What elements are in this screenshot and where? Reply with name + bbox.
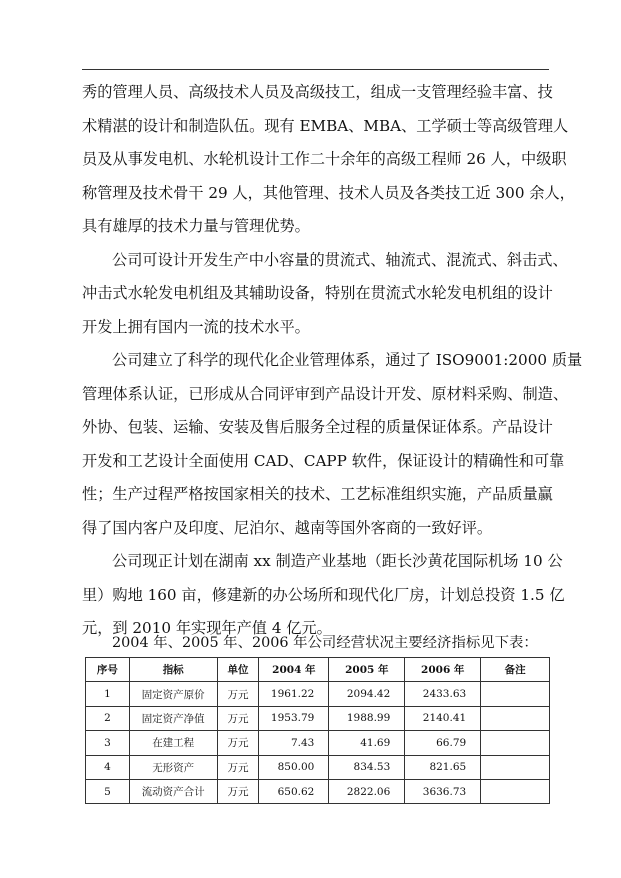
table-row <box>86 682 550 706</box>
table-cell <box>481 706 550 730</box>
table-cell: 5 <box>86 779 130 803</box>
text-line: 冲击式水轮发电机组及其辅助设备，特别在贯流式水轮发电机组的设计 <box>82 284 553 302</box>
text-line: 具有雄厚的技术力量与管理优势。 <box>82 217 310 235</box>
table-cell: 固定资产原价 <box>129 682 217 706</box>
text-line: 性；生产过程严格按国家相关的技术、工艺标准组织实施，产品质量赢 <box>82 485 553 503</box>
header-cell: 2006 年 <box>405 658 481 682</box>
table-cell: 2433.63 <box>405 682 481 706</box>
text-line: 公司可设计开发生产中小容量的贯流式、轴流式、混流式、斜击式、 <box>112 250 568 269</box>
table-cell: 万元 <box>217 755 259 779</box>
table-cell: 834.53 <box>329 755 405 779</box>
table-cell: 万元 <box>217 779 259 803</box>
table-cell: 固定资产净值 <box>129 706 217 730</box>
text-line: 管理体系认证，已形成从合同评审到产品设计开发、原材料采购、制造、 <box>82 384 568 403</box>
text-line: 得了国内客户及印度、尼泊尔、越南等国外客商的一致好评。 <box>82 518 493 537</box>
table-cell: 流动资产合计 <box>129 779 217 803</box>
table-cell: 1953.79 <box>259 706 329 730</box>
table-cell: 66.79 <box>405 731 481 755</box>
text-line: 元，到 2010 年实现年产值 4 亿元。 <box>82 619 332 637</box>
table-row <box>86 779 550 803</box>
header-cell: 2005 年 <box>329 658 405 682</box>
text-line: 里）购地 160 亩，修建新的办公场所和现代化厂房，计划总投资 1.5 亿 <box>82 585 565 604</box>
table-row <box>86 755 550 779</box>
table-cell: 4 <box>86 755 130 779</box>
table-cell: 850.00 <box>259 755 329 779</box>
header-cell: 序号 <box>86 658 130 682</box>
table-cell: 1988.99 <box>329 706 405 730</box>
table-caption: 2004 年、2005 年、2006 年公司经营状况主要经济指标见下表： <box>112 635 538 651</box>
header-cell: 单位 <box>217 658 259 682</box>
table-cell: 无形资产 <box>129 755 217 779</box>
text-line: 术精湛的设计和制造队伍。现有 EMBA、MBA、工学硕士等高级管理人 <box>82 116 569 135</box>
text-line: 称管理及技术骨干 29 人，其他管理、技术人员及各类技工近 300 余人， <box>82 183 575 202</box>
table-cell <box>481 779 550 803</box>
table-cell: 万元 <box>217 731 259 755</box>
text-line: 开发和工艺设计全面使用 CAD、CAPP 软件，保证设计的精确性和可靠 <box>82 451 565 470</box>
header-cell: 备注 <box>481 658 550 682</box>
table-cell <box>481 731 550 755</box>
text-line: 公司建立了科学的现代化企业管理体系，通过了 ISO9001:2000 质量 <box>112 351 583 369</box>
table-cell: 41.69 <box>329 731 405 755</box>
table-cell: 2140.41 <box>405 706 481 730</box>
table-cell: 1 <box>86 682 130 706</box>
table-cell: 在建工程 <box>129 731 217 755</box>
text-line: 秀的管理人员、高级技术人员及高级技工，组成一支管理经验丰富、技 <box>82 83 553 101</box>
table-cell: 2 <box>86 706 130 730</box>
table-cell <box>481 755 550 779</box>
table-row <box>86 706 550 730</box>
table-cell: 3 <box>86 731 130 755</box>
header-rule <box>82 69 549 70</box>
table-cell: 3636.73 <box>405 779 481 803</box>
table-row <box>86 731 550 755</box>
text-line: 外协、包装、运输、安装及售后服务全过程的质量保证体系。产品设计 <box>82 418 553 436</box>
header-cell: 2004 年 <box>259 658 329 682</box>
table-cell: 821.65 <box>405 755 481 779</box>
table-cell: 2822.06 <box>329 779 405 803</box>
table-cell <box>481 682 550 706</box>
text-line: 员及从事发电机、水轮机设计工作二十余年的高级工程师 26 人，中级职 <box>82 150 567 168</box>
table-cell: 1961.22 <box>259 682 329 706</box>
table-cell: 万元 <box>217 682 259 706</box>
table-header-row <box>86 658 550 682</box>
table-cell: 7.43 <box>259 731 329 755</box>
table-cell: 2094.42 <box>329 682 405 706</box>
text-line: 开发上拥有国内一流的技术水平。 <box>82 317 310 336</box>
table-cell: 650.62 <box>259 779 329 803</box>
table-cell: 万元 <box>217 706 259 730</box>
header-cell: 指标 <box>129 658 217 682</box>
economic-indicators-table <box>85 657 550 804</box>
text-line: 公司现正计划在湖南 xx 制造产业基地（距长沙黄花国际机场 10 公 <box>112 552 563 570</box>
